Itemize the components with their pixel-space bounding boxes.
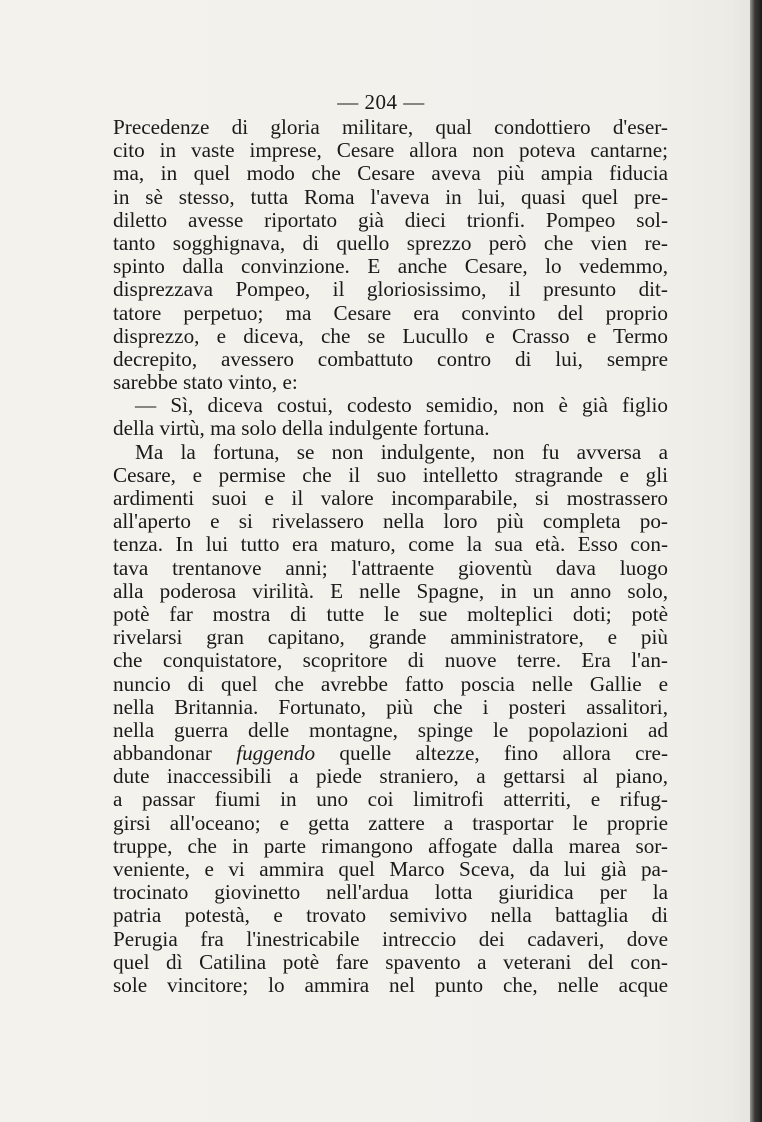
text-line: disprezzava Pompeo, il gloriosissimo, il presunto dit- [113,277,668,302]
text-line: a passar fiumi in uno coi limitrofi atterriti, e rifug- [113,787,668,812]
text-line: ardimenti suoi e il valore incomparabile, si mostrassero [113,486,668,510]
text-line: patria potestà, e trovato semivivo nella battaglia di [113,903,668,928]
text-line: Precedenze di gloria militare, qual condottiero d'eser- [113,115,668,139]
text-line: nella guerra delle montagne, spinge le popolazioni ad [113,717,668,742]
text-line: disprezzo, e diceva, che se Lucullo e Crasso e Termo [113,323,668,348]
text-line [113,742,668,765]
text-line: veniente, e vi ammira quel Marco Sceva, da lui già pa- [113,857,668,881]
text-line: nella Britannia. Fortunato, più che i posteri assalitori, [113,694,668,719]
text-line: tanto sogghignava, di quello sprezzo però che vien re- [113,230,668,255]
text-line: spinto dalla convinzione. E anche Cesare, lo vedemmo, [113,254,668,279]
text-line: in sè stesso, tutta Roma l'aveva in lui, quasi quel pre- [113,184,668,209]
text-line: ma, in quel modo che Cesare aveva più ampia fiducia [113,161,668,186]
text-line: potè far mostra di tutte le sue molteplici doti; potè [113,601,668,626]
text-line: tenza. In lui tutto era maturo, come la sua età. Esso con- [113,532,668,557]
page-number: — 204 — [337,90,425,114]
text-line: sole vincitore; lo ammira nel punto che, nelle acque [113,972,668,997]
text-segment: quelle altezze, fino allora cre- [315,741,668,766]
text-line: all'aperto e si rivelassero nella loro più completa po- [113,509,668,534]
book-spine-shadow [750,0,762,1122]
text-line: cito in vaste imprese, Cesare allora non poteva cantarne; [113,138,668,163]
text-line: che conquistatore, scopritore di nuove terre. Era l'an- [113,648,668,673]
body-text [113,116,668,997]
text-line: — Sì, diceva costui, codesto semidio, non è già figlio [135,393,668,418]
text-line: Perugia fra l'inestricabile intreccio dei cadaveri, dove [113,926,668,951]
text-line: alla poderosa virilità. E nelle Spagne, in un anno solo, [113,578,668,603]
text-line: sarebbe stato vinto, e: [113,370,298,395]
text-line: diletto avesse riportato già dieci trionfi. Pompeo sol- [113,207,668,232]
text-line: rivelarsi gran capitano, grande amministratore, e più [113,625,668,650]
text-line: truppe, che in parte rimangono affogate dalla marea sor- [113,833,668,858]
text-line: tatore perpetuo; ma Cesare era convinto del proprio [113,300,668,325]
text-line: trocinato giovinetto nell'ardua lotta giuridica per la [113,880,668,905]
text-line: tava trentanove anni; l'attraente gioventù dava luogo [113,555,668,580]
italic-word: fuggendo [236,741,316,766]
text-line: decrepito, avessero combattuto contro di lui, sempre [113,346,668,371]
text-line: quel dì Catilina potè fare spavento a veterani del con- [113,949,668,974]
text-line: dute inaccessibili a piede straniero, a gettarsi al piano, [113,764,668,789]
text-line: della virtù, ma solo della indulgente fortuna. [113,416,490,441]
text-segment: abbandonar [113,741,237,766]
text-line: girsi all'oceano; e getta zattere a trasportar le proprie [113,810,668,835]
text-line: nuncio di quel che avrebbe fatto poscia nelle Gallie e [113,671,668,696]
text-line: Cesare, e permise che il suo intelletto stragrande e gli [113,462,668,487]
text-line: Ma la fortuna, se non indulgente, non fu avversa a [135,439,668,464]
